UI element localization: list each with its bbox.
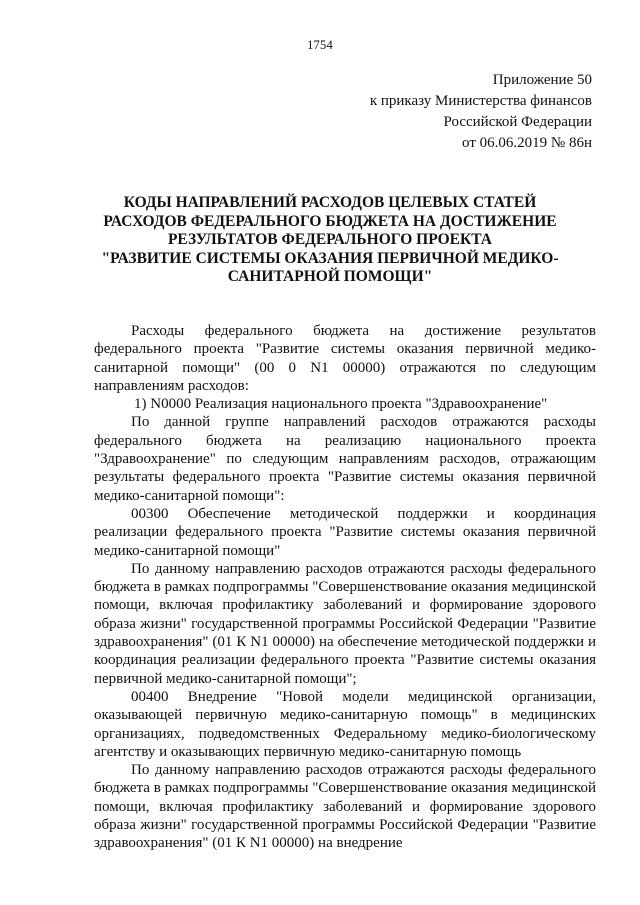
annex-number: Приложение 50 xyxy=(492,72,592,88)
annex-block xyxy=(292,70,592,154)
paragraph-group-heading: 1) N0000 Реализация национального проекта "Здравоохранение" xyxy=(134,396,548,413)
title-line-4: "РАЗВИТИЕ СИСТЕМЫ ОКАЗАНИЯ ПЕРВИЧНОЙ МЕДИКО- xyxy=(101,249,559,267)
annex-date-number: от 06.06.2019 № 86н xyxy=(462,135,592,151)
annex-order-ref: к приказу Министерства финансов xyxy=(369,93,592,109)
title-line-1: КОДЫ НАПРАВЛЕНИЙ РАСХОДОВ ЦЕЛЕВЫХ СТАТЕЙ xyxy=(123,194,537,211)
annex-ministry: Российской Федерации xyxy=(443,114,592,130)
paragraph-code-00400: 00400 Внедрение "Новой модели медицинской организации, оказывающей первичную медико-санитарную помощь" в медицинских организациях, подведомственных Федеральному медико-биологическому агентству и оказывающих первичную медико-санитарную помощь xyxy=(94,688,596,760)
document-body xyxy=(94,322,596,853)
paragraph-group-description: По данной группе направлений расходов отражаются расходы федерального бюджета на реализацию национального проекта "Здравоохранение" по следующим направлениям расходов, отражающим результаты федерального проекта "Развитие системы оказания первичной медико-санитарной помощи": xyxy=(94,414,596,504)
paragraph-intro: Расходы федерального бюджета на достижение результатов федерального проекта "Развитие системы оказания первичной медико-санитарной помощи" (00 0 N1 00000) отражаются по следующим направлениям расходов: xyxy=(94,323,596,394)
document-title xyxy=(80,194,580,287)
title-line-2: РАСХОДОВ ФЕДЕРАЛЬНОГО БЮДЖЕТА НА ДОСТИЖЕНИЕ xyxy=(103,212,557,230)
page-number: 1754 xyxy=(307,38,333,52)
paragraph-code-00300-description: По данному направлению расходов отражаются расходы федерального бюджета в рамках подпрограммы "Совершенствование оказания медицинской помощи, включая профилактику заболеваний и формирование здорового образа жизни" государственной программы Российской Федерации "Развитие здравоохранения" (01 К N1 00000) на обеспечение методической поддержки и координация реализации федерального проекта "Развитие системы оказания первичной медико-санитарной помощи"; xyxy=(94,560,596,687)
title-line-3: РЕЗУЛЬТАТОВ ФЕДЕРАЛЬНОГО ПРОЕКТА xyxy=(167,231,493,249)
paragraph-code-00400-description: По данному направлению расходов отражаются расходы федерального бюджета в рамках подпрограммы "Совершенствование оказания медицинской помощи, включая профилактику заболеваний и формирование здорового образа жизни" государственной программы Российской Федерации "Развитие здравоохранения" (01 К N1 00000) на внедрение xyxy=(94,762,596,852)
title-line-5: САНИТАРНОЙ ПОМОЩИ" xyxy=(227,268,433,286)
paragraph-code-00300: 00300 Обеспечение методической поддержки и координация реализации федерального проекта "Развитие системы оказания первичной медико-санитарной помощи" xyxy=(94,505,596,559)
